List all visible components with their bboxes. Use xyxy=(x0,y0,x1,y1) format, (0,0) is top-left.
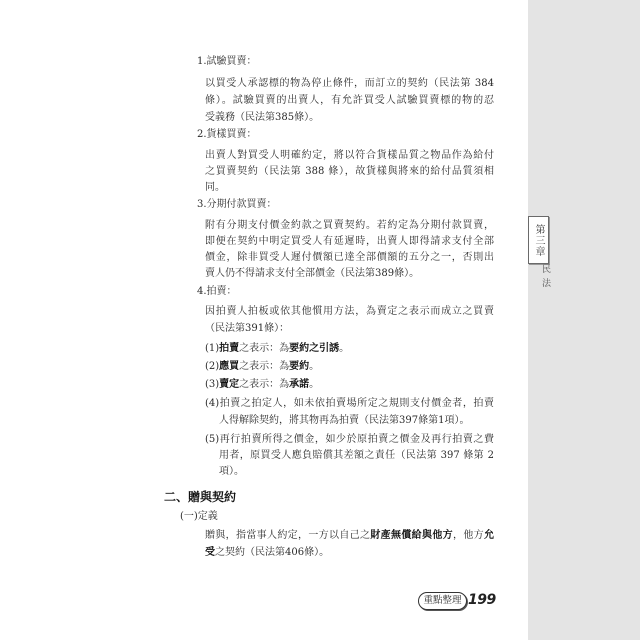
key-term: 允 xyxy=(484,530,495,541)
definition-text: 之契約（民法第406條）。 xyxy=(215,547,330,558)
auction-line: 因拍賣人拍板或依其他慣用方法，為賣定之表示而成立之買賣 xyxy=(205,306,494,317)
term-text: 之表示：為 xyxy=(239,361,290,372)
auction-rule-4-line: 人得解除契約，將其物再為拍賣（民法第397條第1項）。 xyxy=(219,415,470,426)
gift-contract-heading: 二、贈與契約 xyxy=(164,490,237,504)
trial-sale-heading: 1.試驗買賣： xyxy=(197,56,257,67)
key-term-meaning: 承諾 xyxy=(289,379,310,390)
installment-sale-line: 價金，除非買受人遲付價額已達全部價額的五分之一，否則出 xyxy=(205,252,494,263)
auction-rule-5-line: 用者，原買受人應負賠償其差額之責任（民法第 397 條第 2 xyxy=(219,450,494,461)
auction-rule-5-line: (5)再行拍賣所得之價金，如少於原拍賣之價金及再行拍賣之費 xyxy=(205,434,494,445)
auction-term-item xyxy=(205,378,319,392)
term-text: 。 xyxy=(309,361,320,372)
trial-sale-line: 條）。試驗買賣的出賣人，有允許買受人試驗買賣標的物的忍 xyxy=(205,95,494,106)
item-number: (3) xyxy=(205,379,220,390)
installment-sale-line: 附有分期支付價金約款之買賣契約。若約定為分期付款買賣， xyxy=(205,220,494,231)
term-text: 。 xyxy=(339,343,350,354)
key-term: 應買 xyxy=(219,361,240,372)
sample-sale-line: 出賣人對買受人明確約定，將以符合貨樣品質之物品作為給付 xyxy=(205,150,494,161)
auction-rule-5-line: 項）。 xyxy=(219,466,244,477)
key-points-badge: 重點整理 xyxy=(418,592,467,610)
key-term-meaning: 要約之引誘 xyxy=(289,343,340,354)
auction-term-item xyxy=(205,360,319,374)
key-term: 拍賣 xyxy=(219,343,240,354)
installment-sale-heading: 3.分期付款買賣： xyxy=(197,199,277,210)
gift-definition-line xyxy=(205,529,494,543)
definition-text: 贈與，指當事人約定，一方以自己之 xyxy=(205,530,371,541)
key-term: 賣定 xyxy=(219,379,240,390)
page-number: 199 xyxy=(468,592,496,608)
sample-sale-line: 同。 xyxy=(205,182,225,193)
item-number: (1) xyxy=(205,343,220,354)
trial-sale-line: 以買受人承認標的物為停止條件，而訂立的契約（民法第 384 xyxy=(205,78,494,89)
auction-line: （民法第391條）： xyxy=(205,323,290,334)
definition-subheading: (一)定義 xyxy=(180,511,218,522)
sample-sale-line: 之買賣契約（民法第 388 條），故貨樣與將來的給付品質須相 xyxy=(205,166,494,177)
key-term: 受 xyxy=(205,547,215,558)
chapter-tab-label: 第三章 xyxy=(533,223,544,257)
trial-sale-line: 受義務（民法第385條）。 xyxy=(205,112,320,123)
sample-sale-heading: 2.貨樣買賣： xyxy=(197,129,257,140)
auction-term-item xyxy=(205,342,349,356)
installment-sale-line: 賣人仍不得請求支付全部價金（民法第389條）。 xyxy=(205,268,420,279)
subject-label: 民法 xyxy=(540,264,550,292)
term-text: 。 xyxy=(309,379,320,390)
chapter-sidebar xyxy=(528,0,640,640)
term-text: 之表示：為 xyxy=(239,379,290,390)
installment-sale-line: 即便在契約中明定買受人有延遲時，出賣人即得請求支付全部 xyxy=(205,236,494,247)
key-phrase: 財產無償給與他方 xyxy=(370,530,454,541)
item-number: (2) xyxy=(205,361,220,372)
key-term-meaning: 要約 xyxy=(289,361,310,372)
chapter-tab xyxy=(528,216,549,264)
definition-text: ，他方 xyxy=(453,530,485,541)
gift-definition-line xyxy=(205,546,329,560)
auction-heading: 4.拍賣： xyxy=(197,286,237,297)
term-text: 之表示：為 xyxy=(239,343,290,354)
auction-rule-4-line: (4)拍賣之拍定人，如未依拍賣場所定之規則支付價金者，拍賣 xyxy=(205,398,494,409)
